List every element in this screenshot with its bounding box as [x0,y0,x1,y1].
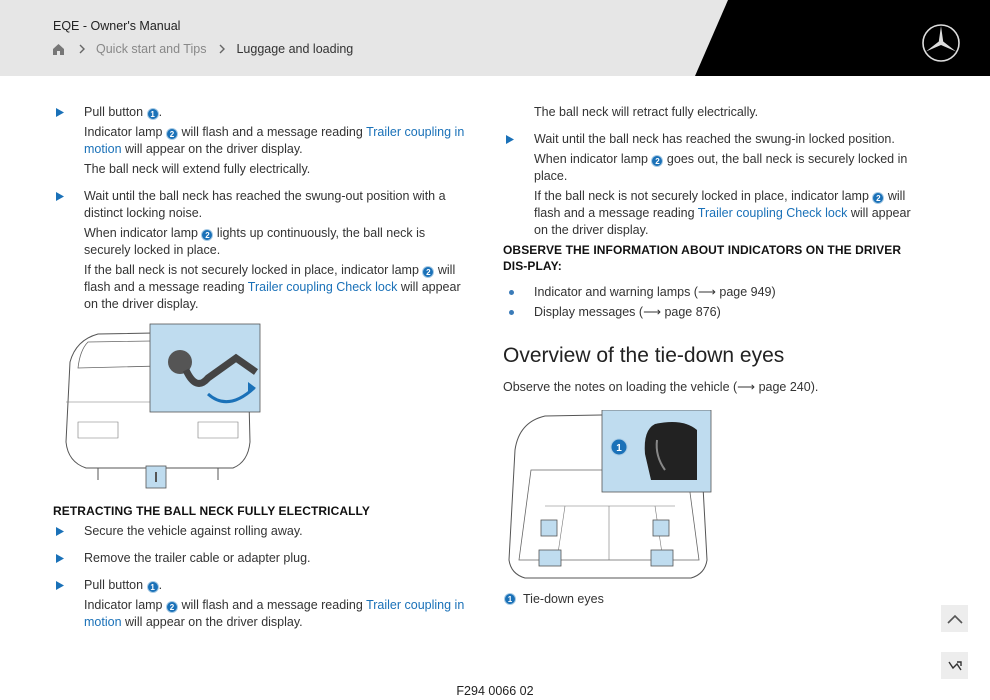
detail-text: will flash and a message reading [181,125,363,139]
step-wait-swung-in [503,131,923,239]
right-column [503,104,923,396]
ball-neck-figure [58,322,263,490]
step-label: Pull button [84,105,144,119]
message-link[interactable]: Trailer coupling in motion [84,598,465,629]
home-icon[interactable] [52,43,65,56]
step-text: Wait until the ball neck has reached the swung-out position with a distinct locking noise. [84,189,446,220]
detail-text: will appear on the driver display. [534,206,911,237]
detail-text: lights up continuously, the ball neck is securely locked in place. [84,226,426,257]
step-wait-swung-out [53,188,471,313]
tie-down-eyes-figure [505,410,713,582]
detail-text: If the ball neck is not securely locked in place, indicator lamp [534,189,869,203]
chevron-right-icon [218,44,226,54]
detail-text: Indicator lamp [84,598,163,612]
header-bar [0,0,990,76]
detail-text: will appear on the driver display. [84,280,461,311]
step-text [84,104,471,121]
retract-result: The ball neck will retract fully electrically. [534,105,759,119]
callout-1: 1 [147,108,159,120]
step-punct: . [158,105,163,119]
step-detail [84,124,471,158]
step-pull-button [53,104,471,178]
step-detail [84,597,471,631]
arrow-bullet-icon [506,135,514,144]
message-link[interactable]: Trailer coupling Check lock [247,280,398,294]
left-column [53,104,471,313]
step-secure-vehicle [53,523,471,540]
observe-item-indicator-lamps [503,284,923,301]
observe-link[interactable]: Display messages (⟶ page 876) [534,305,721,319]
step-detail [84,225,471,259]
detail-text: If the ball neck is not securely locked in place, indicator lamp [84,263,419,277]
arrow-bullet-icon [56,108,64,117]
detail-text: When indicator lamp [84,226,198,240]
feedback-button[interactable] [941,652,968,679]
detail-text: When indicator lamp [534,152,648,166]
step-text: Secure the vehicle against rolling away. [84,524,303,538]
step-text: Remove the trailer cable or adapter plug. [84,551,311,565]
section-intro[interactable]: Observe the notes on loading the vehicle (⟶ page 240). [503,380,819,394]
detail-text: Indicator lamp [84,125,163,139]
legend-label: Tie-down eyes [523,592,604,606]
chevron-right-icon [78,44,86,54]
section-title: Overview of the tie-down eyes [503,344,785,367]
callout-2: 2 [872,192,884,204]
observe-link[interactable]: Indicator and warning lamps (⟶ page 949) [534,285,776,299]
section-heading-observe: OBSERVE THE INFORMATION ABOUT INDICATORS ON THE DRIVER DIS-PLAY: [503,243,902,273]
bullet-dot [509,290,514,295]
observe-item-display-messages [503,304,923,321]
callout-2: 2 [201,229,213,241]
legend-callout-1: 1 [504,593,516,605]
detail-text: will appear on the driver display. [125,142,303,156]
feedback-icon [947,659,963,673]
step-pull-button-retract [53,577,471,631]
message-link[interactable]: Trailer coupling Check lock [697,206,848,220]
figure-legend [504,592,604,606]
breadcrumb-current: Luggage and loading [236,42,354,56]
callout-2: 2 [166,601,178,613]
detail-text: will flash and a message reading [534,189,906,220]
step-text [84,577,471,594]
arrow-bullet-icon [56,527,64,536]
section-heading-retract: RETRACTING THE BALL NECK FULLY ELECTRICALLY [53,504,370,518]
detail-text: goes out, the ball neck is securely locked in place. [534,152,908,183]
callout-1: 1 [147,581,159,593]
detail-text: will flash and a message reading [181,598,363,612]
callout-2: 2 [651,155,663,167]
detail-text: will flash and a message reading [84,263,456,294]
step-punct: . [158,578,163,592]
bullet-dot [509,310,514,315]
mercedes-star-logo[interactable] [921,23,961,63]
callout-2: 2 [166,128,178,140]
breadcrumb [52,42,353,56]
arrow-bullet-icon [56,581,64,590]
arrow-bullet-icon [56,192,64,201]
step-detail [84,262,471,313]
detail-text: will appear on the driver display. [125,615,303,629]
figure-callout: 1 [616,443,622,454]
left-column-lower [53,503,471,631]
scroll-top-button[interactable] [941,605,968,632]
step-text: Wait until the ball neck has reached the swung-in locked position. [534,132,895,146]
step-detail [534,188,923,239]
chevron-up-icon [947,614,963,624]
step-result: The ball neck will extend fully electrically. [84,162,311,176]
breadcrumb-link-quick-start[interactable]: Quick start and Tips [96,42,207,56]
doc-title: EQE - Owner's Manual [53,19,181,33]
message-link[interactable]: Trailer coupling in motion [84,125,465,156]
step-detail [534,151,923,185]
step-remove-cable [53,550,471,567]
arrow-bullet-icon [56,554,64,563]
step-label: Pull button [84,578,144,592]
figure-reference: F294 0066 02 [456,684,534,698]
callout-2: 2 [422,266,434,278]
